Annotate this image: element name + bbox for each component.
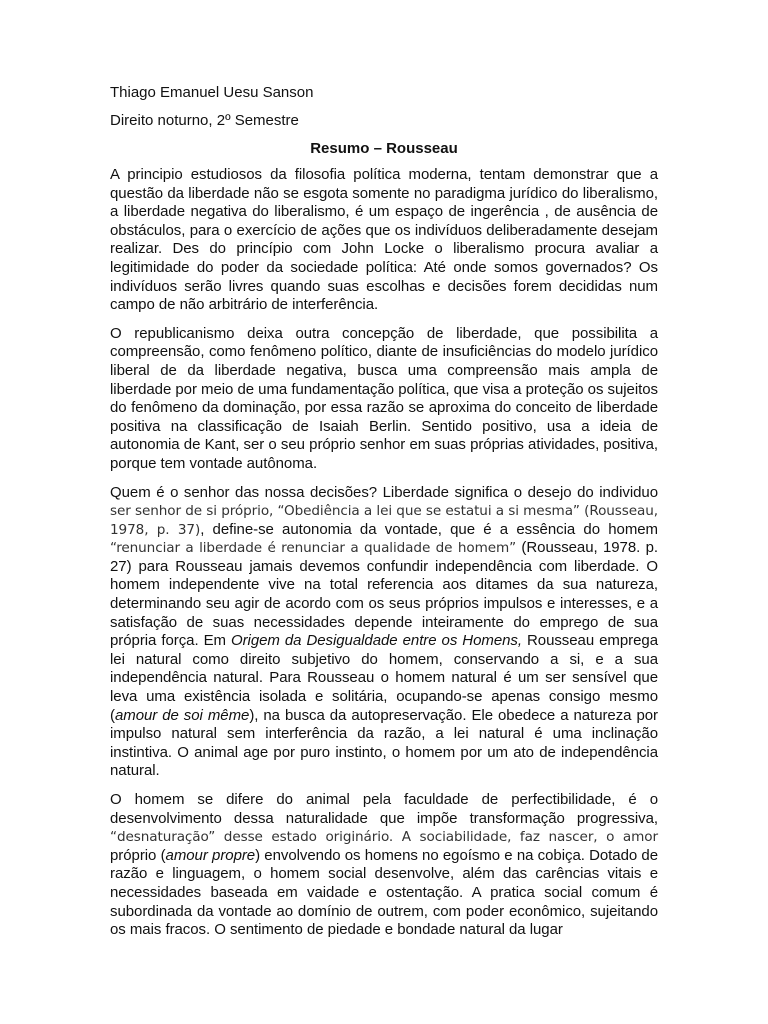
paragraph-3-text: Rousseau emprega lei natural como direito subjetivo do homem, conservando a si, e a sua independência natural. Para Rousseau o homem natural é um ser sensível que leva uma existência isolada e solitária, ocupando-se apenas consigo mesmo ( [110, 632, 658, 724]
paragraph-4-text: próprio ( [110, 846, 166, 864]
document-title: Resumo – Rousseau [310, 140, 458, 157]
rousseau-quote-2: “renunciar a liberdade é renunciar a qualidade de homem” [110, 540, 517, 557]
paragraph-3-text: (Rousseau, 1978. p. 27) para Rousseau jamais devemos confundir independência com liberdade. O homem independente vive na total referencia aos ditames da sua natureza, determinando seu agir de acordo com os seus próprios impulsos e interesses, e a satisfação de suas necessidades depende inteiramente do emprego de sua própria força. Em [110, 539, 658, 650]
paragraph-1: A principio estudiosos da filosofia política moderna, tentam demonstrar que a questão da liberdade não se esgota somente no paradigma jurídico do liberalismo, a liberdade negativa do liberalismo, é um espaço de ingerência , de ausência de obstáculos, para o exercício de ações que os indivíduos deliberadamente desejam realizar. Des do princípio com John Locke o liberalismo procura avaliar a legitimidade do poder da sociedade política: Até onde somos governados? Os indivíduos serão livres quando suas escolhas e decisões forem decididas num campo de não arbitrário de interferência. [110, 166, 658, 314]
paragraph-3-text: Quem é o senhor das nossa decisões? Liberdade significa o desejo do individuo [110, 483, 658, 501]
french-term: amour propre [165, 846, 256, 864]
author-name: Thiago Emanuel Uesu Sanson [110, 84, 314, 101]
paragraph-2: O republicanismo deixa outra concepção de liberdade, que possibilita a compreensão, como fenômeno político, diante de insuficiências do modelo jurídico liberal de da liberdade negativa, busca uma compreensão mais ampla de liberdade por meio de uma fundamentação política, que visa a proteção os sujeitos do fenômeno da dominação, por essa razão se aproxima do conceito de liberdade positiva na classificação de Isaiah Berlin. Sentido positivo, usa a ideia de autonomia de Kant, ser o seu próprio senhor em suas próprias atividades, positiva, porque tem vontade autônoma. [110, 324, 658, 472]
paragraph-3 [110, 484, 658, 782]
paragraph-3-text: ), na busca da autopreservação. Ele obedece a natureza por impulso natural sem interferência da razão, a lei natural é uma inclinação instintiva. O animal age por puro instinto, o homem por um ato de independência natural. [110, 706, 658, 780]
course-info: Direito noturno, 2º Semestre [110, 112, 299, 129]
book-title: Origem da Desigualdade entre os Homens, [230, 632, 522, 650]
paragraph-4-text: ) envolvendo os homens no egoísmo e na cobiça. Dotado de razão e linguagem, o homem social desenvolve, além das carências vitais e necessidades baseada em vaidade e ostentação. A pratica social comum é subordinada da vontade ao domínio de outrem, com poder econômico, sujeitando os mais fracos. O sentimento de piedade e bondade natural da lugar [110, 846, 658, 939]
rousseau-quote-1: ser senhor de si próprio, “Obediência a lei que se estatui a si mesma” (Rousseau, 1978, p. 37) [110, 503, 658, 538]
desnaturacao-quote: “desnaturação” desse estado originário. A sociabilidade, faz nascer, o amor [110, 829, 658, 846]
french-term: amour de soi même [114, 706, 250, 724]
paragraph-4 [110, 791, 658, 940]
paragraph-3-text: , define-se autonomia da vontade, que é a essência do homem [200, 520, 658, 538]
paragraph-4-text: O homem se difere do animal pela faculdade de perfectibilidade, é o desenvolvimento dessa naturalidade que impõe transformação progressiva, [110, 791, 658, 827]
